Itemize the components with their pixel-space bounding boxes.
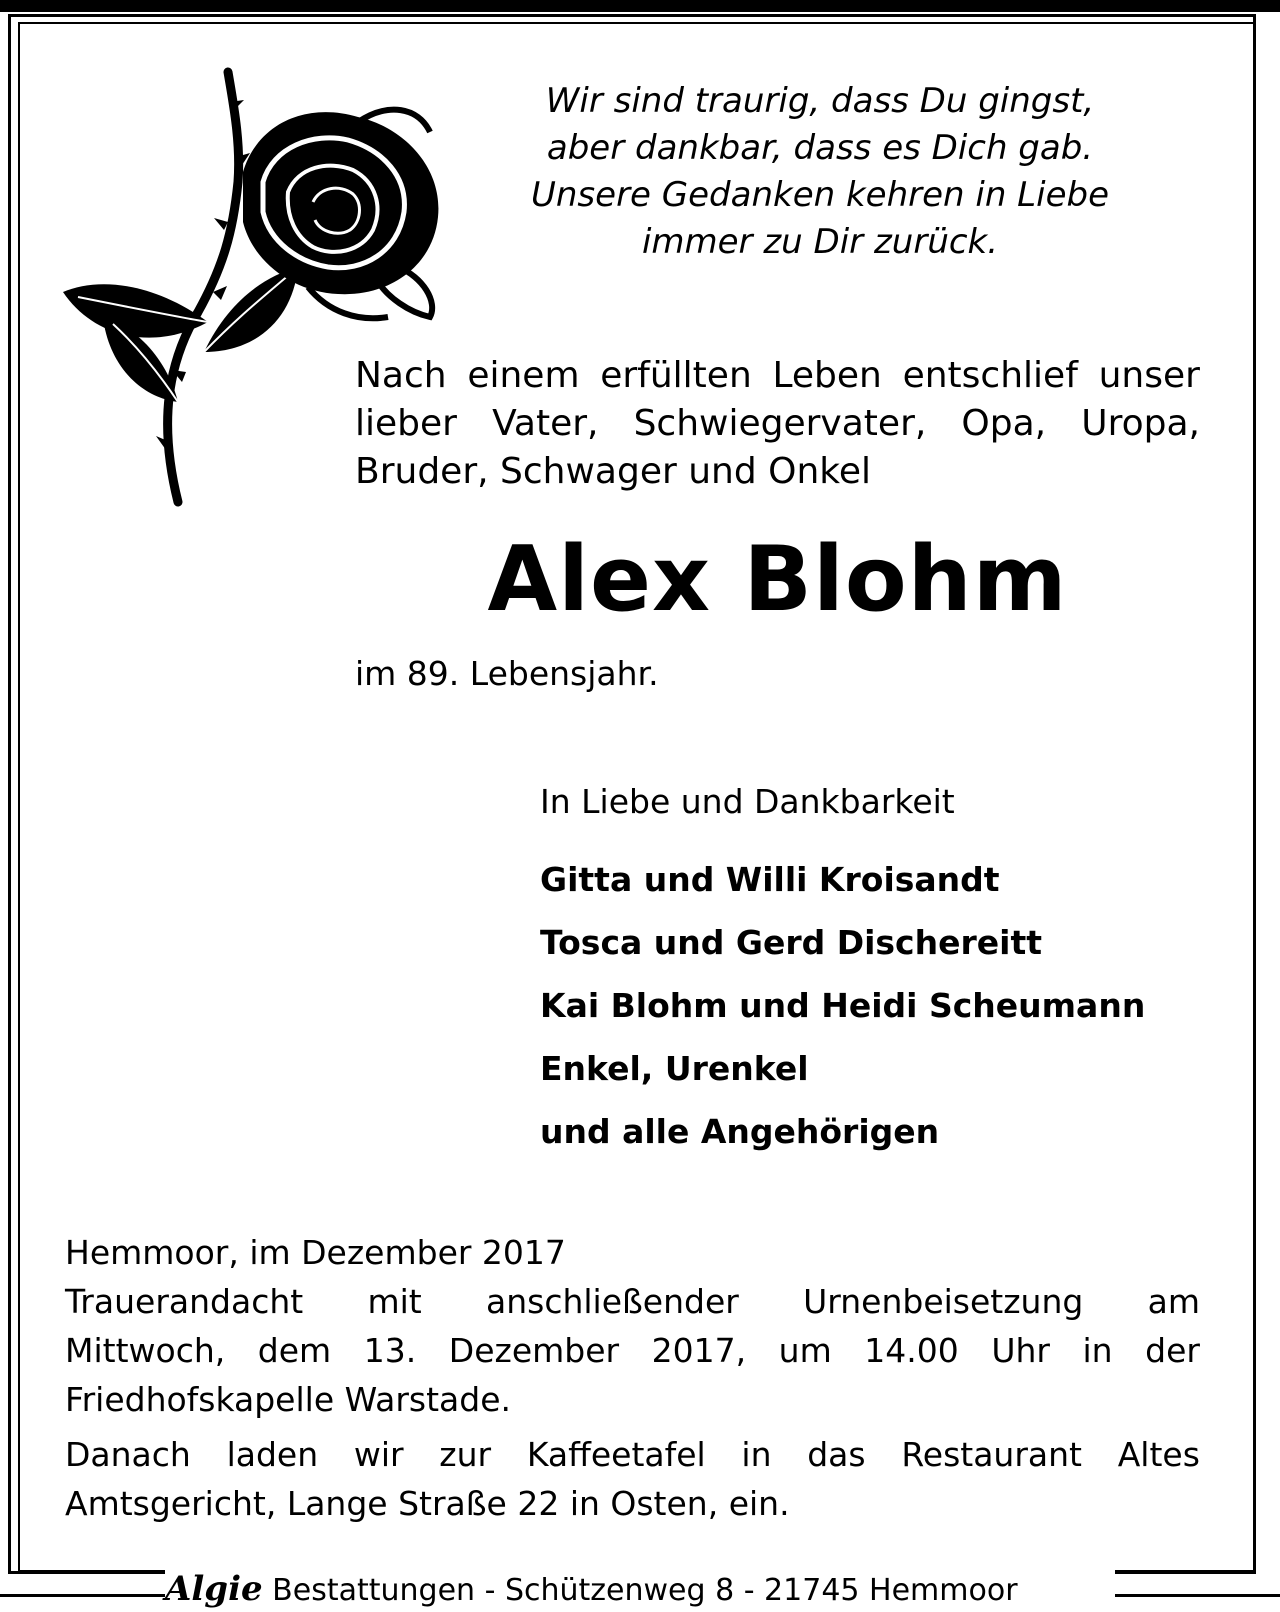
word: lieber — [355, 403, 457, 444]
word: Uhr — [991, 1331, 1050, 1370]
word: Danach — [65, 1435, 191, 1474]
word: zur — [439, 1435, 492, 1474]
word: 2017, — [651, 1331, 747, 1370]
word: um — [778, 1331, 832, 1370]
word: mit — [367, 1282, 422, 1321]
word: laden — [226, 1435, 319, 1474]
service-line — [65, 1277, 1200, 1326]
verse — [490, 78, 1150, 266]
service-line — [65, 1326, 1200, 1375]
word: einem — [467, 355, 580, 396]
mourner-name: Enkel, Urenkel — [540, 1049, 809, 1088]
mourners-list — [540, 848, 1145, 1163]
verse-line: aber dankbar, dass es Dich gab. — [546, 128, 1094, 168]
word: Opa, — [961, 403, 1047, 444]
word: Altes — [1117, 1435, 1200, 1474]
word: Mittwoch, — [65, 1331, 226, 1370]
word: 14.00 — [864, 1331, 959, 1370]
place-date: Hemmoor, im Dezember 2017 — [65, 1233, 566, 1272]
word: Trauerandacht — [65, 1282, 304, 1321]
verse-line: Unsere Gedanken kehren in Liebe — [531, 175, 1109, 215]
deceased-name: Alex Blohm — [487, 527, 1068, 632]
word: anschließender — [485, 1282, 739, 1321]
funeral-home-address: Bestattungen - Schützenweg 8 - 21745 Hemmoor — [272, 1573, 1018, 1608]
word: dem — [257, 1331, 332, 1370]
word: Kaffeetafel — [526, 1435, 706, 1474]
footer-rule-left — [0, 1594, 170, 1597]
word: Nach — [355, 355, 447, 396]
word: Uropa, — [1081, 403, 1200, 444]
footer-rule-right — [1114, 1594, 1280, 1597]
word: Restaurant — [901, 1435, 1082, 1474]
word: Vater, — [492, 403, 599, 444]
word: in — [741, 1435, 772, 1474]
word: der — [1145, 1331, 1200, 1370]
invite-line: Amtsgericht, Lange Straße 22 in Osten, ein. — [65, 1484, 790, 1523]
word: Schwiegervater, — [633, 403, 927, 444]
word: wir — [353, 1435, 404, 1474]
age-line: im 89. Lebensjahr. — [355, 654, 659, 693]
word: erfüllten — [600, 355, 752, 396]
service-details — [65, 1228, 1200, 1528]
mourner-name: Kai Blohm und Heidi Scheumann — [540, 986, 1146, 1025]
word: in — [1082, 1331, 1113, 1370]
word: Leben — [772, 355, 882, 396]
word: Urnenbeisetzung — [803, 1282, 1084, 1321]
mourners-intro: In Liebe und Dankbarkeit — [540, 782, 955, 821]
death-announcement — [355, 352, 1200, 496]
announcement-line: Bruder, Schwager und Onkel — [355, 451, 872, 492]
mourner-name: und alle Angehörigen — [540, 1112, 940, 1151]
mourner-name: Tosca und Gerd Dischereitt — [540, 923, 1043, 962]
top-border-bar — [0, 0, 1280, 12]
service-line: Friedhofskapelle Warstade. — [65, 1380, 512, 1419]
verse-line: immer zu Dir zurück. — [641, 222, 999, 262]
announcement-line — [355, 352, 1200, 400]
mourner-name: Gitta und Willi Kroisandt — [540, 860, 1000, 899]
invite-line — [65, 1430, 1200, 1479]
word: 13. — [363, 1331, 417, 1370]
word: das — [807, 1435, 866, 1474]
funeral-home-footer — [165, 1568, 1115, 1610]
word: entschlief — [902, 355, 1078, 396]
word: unser — [1098, 355, 1200, 396]
word: am — [1147, 1282, 1200, 1321]
announcement-line — [355, 400, 1200, 448]
word: Dezember — [448, 1331, 620, 1370]
funeral-home-logo: Algie — [165, 1569, 263, 1609]
verse-line: Wir sind traurig, dass Du gingst, — [545, 81, 1095, 121]
